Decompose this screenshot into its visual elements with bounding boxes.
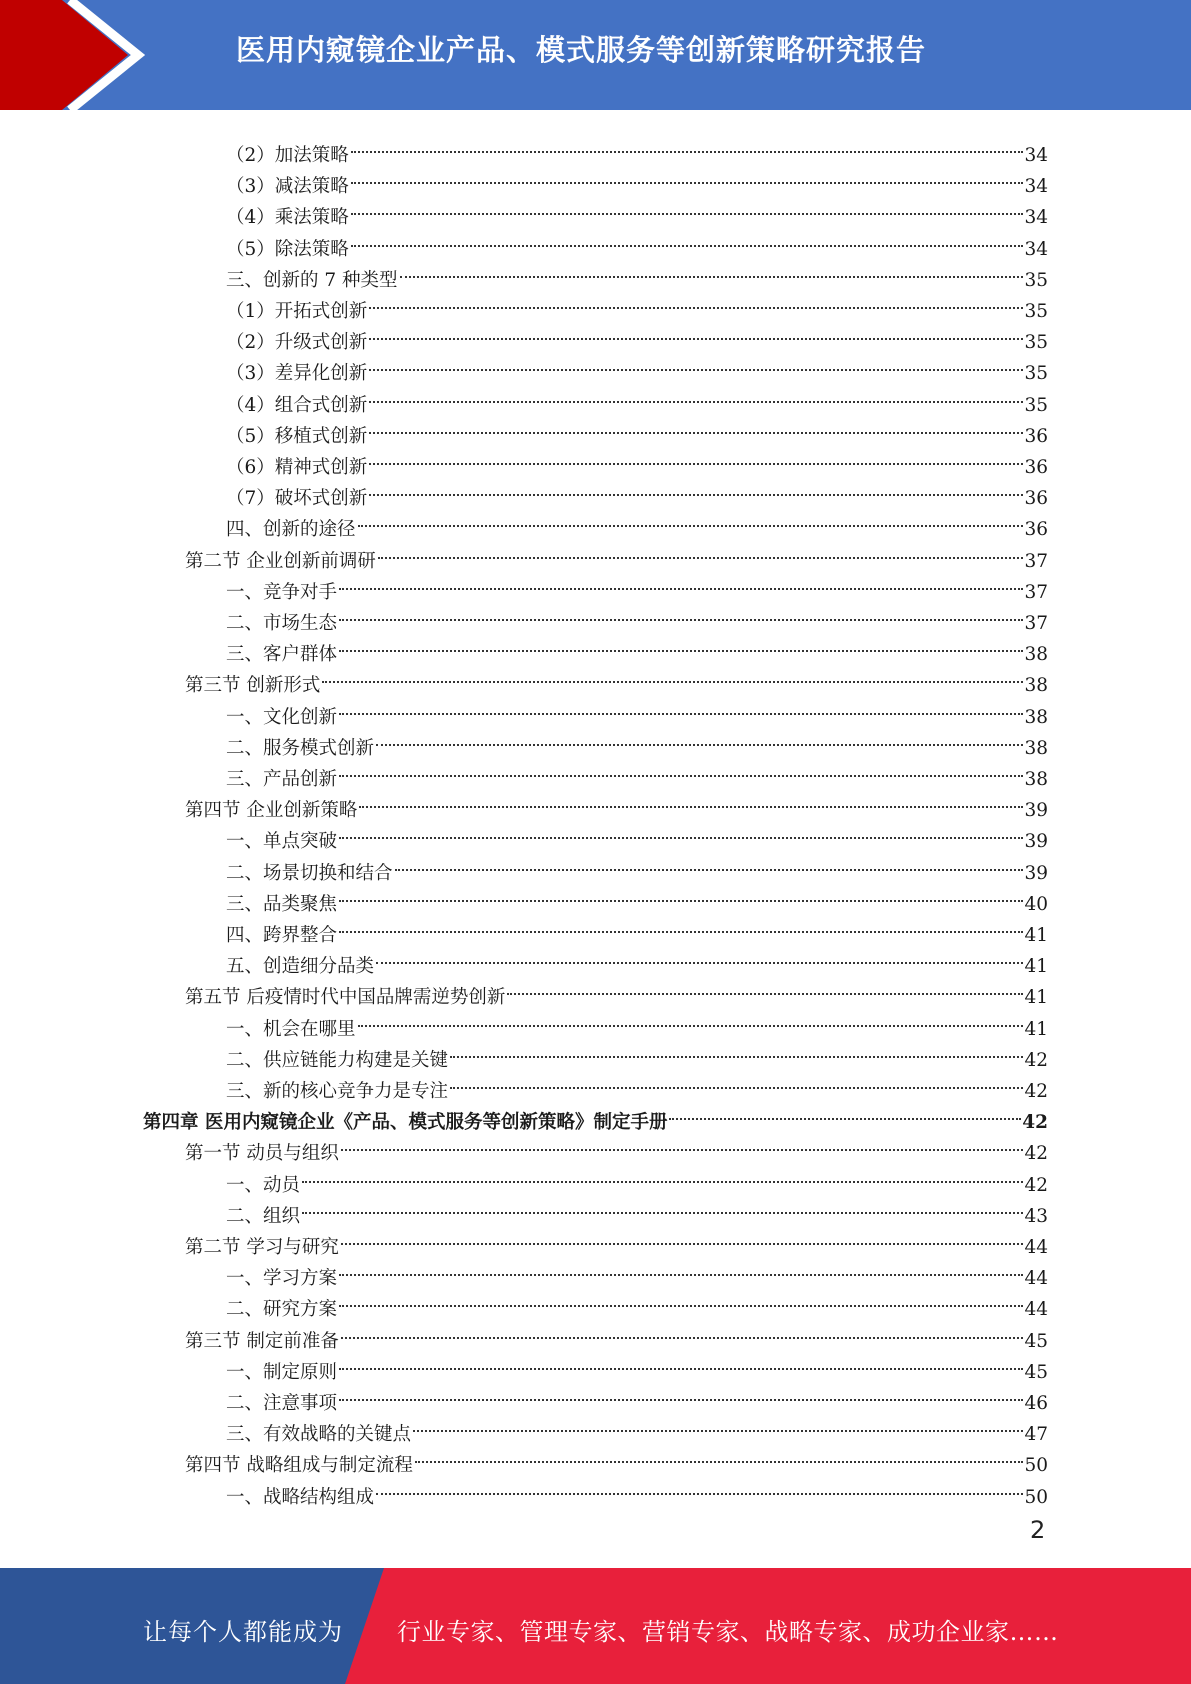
toc-dot-leader: [369, 338, 1023, 371]
toc-dot-leader: [322, 650, 1023, 683]
page-number: 2: [1030, 1516, 1046, 1544]
toc-entry-label: 第一节 动员与组织: [185, 1143, 339, 1164]
toc-entry-page: 41: [1024, 987, 1048, 1008]
toc-entry-label: 一、战略结构组成: [226, 1487, 375, 1508]
toc-entry-page: 35: [1024, 363, 1048, 384]
toc-entry-page: 39: [1024, 800, 1048, 821]
toc-entry-page: 35: [1024, 395, 1048, 416]
toc-entry-page: 39: [1024, 831, 1048, 852]
toc-entry-page: 35: [1024, 270, 1048, 291]
toc-entry-label: 三、客户群体: [226, 644, 338, 665]
header-title: 医用内窥镜企业产品、模式服务等创新策略研究报告: [236, 33, 927, 67]
toc-dot-leader: [339, 806, 1023, 839]
toc-entry-page: 38: [1024, 738, 1048, 759]
toc-entry-page: 44: [1024, 1268, 1048, 1289]
toc-dot-leader: [450, 1025, 1023, 1058]
toc-entry-label: （2）加法策略: [226, 145, 349, 166]
toc-entry-page: 42: [1024, 1081, 1048, 1102]
toc-dot-leader: [358, 494, 1024, 527]
toc-entry-label: （5）移植式创新: [226, 426, 368, 447]
page-header: [0, 0, 1191, 110]
toc-entry-page: 44: [1024, 1237, 1048, 1258]
toc-dot-leader: [669, 1087, 1021, 1120]
toc-entry-page: 47: [1024, 1424, 1048, 1445]
toc-entry-page: 35: [1024, 332, 1048, 353]
toc-entry-label: 第四节 企业创新策略: [185, 800, 358, 821]
toc-entry-label: 一、动员: [226, 1175, 301, 1196]
toc-dot-leader: [339, 588, 1023, 621]
toc-entry-page: 45: [1024, 1362, 1048, 1383]
toc-entry-page: 41: [1024, 956, 1048, 977]
toc-entry-page: 38: [1024, 707, 1048, 728]
toc-entry-label: 第三节 制定前准备: [185, 1331, 339, 1352]
toc-entry-page: 36: [1024, 488, 1048, 509]
toc-entry-label: 第四节 战略组成与制定流程: [185, 1455, 413, 1476]
toc-entry-label: 二、市场生态: [226, 613, 338, 634]
toc-entry-label: （4）乘法策略: [226, 207, 349, 228]
toc-entry-page: 37: [1024, 551, 1048, 572]
toc-dot-leader: [378, 526, 1024, 559]
toc-entry-label: 一、制定原则: [226, 1362, 338, 1383]
toc-dot-leader: [369, 432, 1023, 465]
toc-entry-page: 50: [1024, 1455, 1048, 1476]
toc-entry-page: 36: [1024, 426, 1048, 447]
toc-dot-leader: [358, 994, 1024, 1027]
toc-dot-leader: [359, 775, 1023, 808]
toc-entry-page: 37: [1024, 582, 1048, 603]
toc-dot-leader: [507, 962, 1023, 995]
toc-entry-label: 一、机会在哪里: [226, 1019, 356, 1040]
toc-entry-label: 三、产品创新: [226, 769, 338, 790]
toc-entry-page: 46: [1024, 1393, 1048, 1414]
toc-dot-leader: [341, 1118, 1024, 1151]
toc-entry-page: 44: [1024, 1299, 1048, 1320]
toc-entry-page: 38: [1024, 675, 1048, 696]
toc-entry-label: 一、竞争对手: [226, 582, 338, 603]
toc-dot-leader: [450, 1056, 1023, 1089]
toc-dot-leader: [369, 370, 1023, 403]
toc-entry-page: 40: [1024, 894, 1048, 915]
toc-dot-leader: [339, 682, 1023, 715]
toc-entry-label: 第五节 后疫情时代中国品牌需逆势创新: [185, 987, 506, 1008]
toc-entry-page: 41: [1024, 925, 1048, 946]
toc-dot-leader: [413, 1399, 1023, 1432]
toc-entry-label: 二、服务模式创新: [226, 738, 375, 759]
toc-entry-page: 38: [1024, 644, 1048, 665]
toc-entry-page: 39: [1024, 863, 1048, 884]
toc-entry-label: 第三节 创新形式: [185, 675, 321, 696]
toc-entry-label: （5）除法策略: [226, 239, 349, 260]
toc-entry-label: 五、创造细分品类: [226, 956, 375, 977]
toc-entry-page: 34: [1024, 239, 1048, 260]
toc-dot-leader: [376, 1462, 1023, 1495]
toc-entry-page: 50: [1024, 1487, 1048, 1508]
toc-dot-leader: [400, 245, 1024, 278]
toc-dot-leader: [339, 619, 1023, 652]
toc-dot-leader: [369, 463, 1023, 496]
toc-entry-page: 36: [1024, 519, 1048, 540]
toc-dot-leader: [339, 557, 1023, 590]
toc-dot-leader: [339, 1368, 1023, 1401]
toc-entry-label: （3）差异化创新: [226, 363, 368, 384]
toc-dot-leader: [339, 900, 1023, 933]
toc-entry-label: 二、注意事项: [226, 1393, 338, 1414]
toc-entry-page: 38: [1024, 769, 1048, 790]
toc-dot-leader: [369, 276, 1023, 309]
toc-dot-leader: [341, 1306, 1024, 1339]
toc-dot-leader: [376, 713, 1023, 746]
toc-dot-leader: [351, 182, 1024, 215]
toc-entry-label: （2）升级式创新: [226, 332, 368, 353]
toc-entry-label: （4）组合式创新: [226, 395, 368, 416]
toc-entry[interactable]: [226, 1470, 1048, 1508]
toc-entry-label: 三、品类聚焦: [226, 894, 338, 915]
toc-dot-leader: [351, 151, 1024, 184]
toc-entry-label: 三、有效战略的关键点: [226, 1424, 412, 1445]
footer-slogan-left: 让每个人都能成为: [143, 1618, 343, 1646]
toc-entry-page: 35: [1024, 301, 1048, 322]
toc-dot-leader: [369, 307, 1023, 340]
toc-entry-label: 三、新的核心竞争力是专注: [226, 1081, 449, 1102]
toc-entry-page: 42: [1024, 1175, 1048, 1196]
toc-dot-leader: [339, 1274, 1023, 1307]
toc-entry-page: 34: [1024, 145, 1048, 166]
toc-entry-label: 第二节 学习与研究: [185, 1237, 339, 1258]
toc-dot-leader: [415, 1430, 1024, 1463]
toc-entry-page: 37: [1024, 613, 1048, 634]
toc-entry-page: 36: [1024, 457, 1048, 478]
toc-entry-label: 一、学习方案: [226, 1268, 338, 1289]
toc-entry-label: 二、场景切换和结合: [226, 863, 393, 884]
toc-dot-leader: [339, 1243, 1023, 1276]
toc-entry-page: 42: [1024, 1050, 1048, 1071]
toc-entry-label: （3）减法策略: [226, 176, 349, 197]
toc-entry-label: 四、创新的途径: [226, 519, 356, 540]
toc-entry-page: 34: [1024, 207, 1048, 228]
toc-entry-label: 二、组织: [226, 1206, 301, 1227]
toc-dot-leader: [339, 869, 1023, 902]
toc-dot-leader: [339, 1337, 1023, 1370]
red-arrow-decoration: [0, 0, 160, 110]
toc-dot-leader: [302, 1150, 1023, 1183]
toc-dot-leader: [395, 838, 1024, 871]
toc-entry-page: 41: [1024, 1019, 1048, 1040]
toc-dot-leader: [339, 744, 1023, 777]
toc-entry-label: 第四章 医用内窥镜企业《产品、模式服务等创新策略》制定手册: [143, 1112, 668, 1133]
toc-entry-label: 三、创新的 7 种类型: [226, 270, 398, 291]
toc-entry-label: （6）精神式创新: [226, 457, 368, 478]
toc-entry-label: 二、研究方案: [226, 1299, 338, 1320]
toc-entry-label: 四、跨界整合: [226, 925, 338, 946]
toc-entry-page: 45: [1024, 1331, 1048, 1352]
toc-entry-page: 43: [1024, 1206, 1048, 1227]
toc-dot-leader: [369, 401, 1023, 434]
footer-slogan-right: 行业专家、管理专家、营销专家、战略专家、成功企业家……: [397, 1618, 1059, 1646]
toc-dot-leader: [302, 1181, 1023, 1214]
toc-entry-label: 第二节 企业创新前调研: [185, 551, 376, 572]
toc-entry-page: 42: [1024, 1143, 1048, 1164]
toc-dot-leader: [351, 214, 1024, 247]
toc-dot-leader: [376, 931, 1023, 964]
toc-dot-leader: [341, 1212, 1024, 1245]
toc-entry-label: （7）破坏式创新: [226, 488, 368, 509]
toc-entry-label: 一、单点突破: [226, 831, 338, 852]
page-footer: [0, 1568, 1191, 1684]
toc-dot-leader: [351, 120, 1024, 153]
toc-entry-label: 一、文化创新: [226, 707, 338, 728]
toc-entry-page: 34: [1024, 176, 1048, 197]
toc-entry-label: 二、供应链能力构建是关键: [226, 1050, 449, 1071]
toc-entry-page: 42: [1022, 1112, 1048, 1133]
toc-entry-label: （1）开拓式创新: [226, 301, 368, 322]
